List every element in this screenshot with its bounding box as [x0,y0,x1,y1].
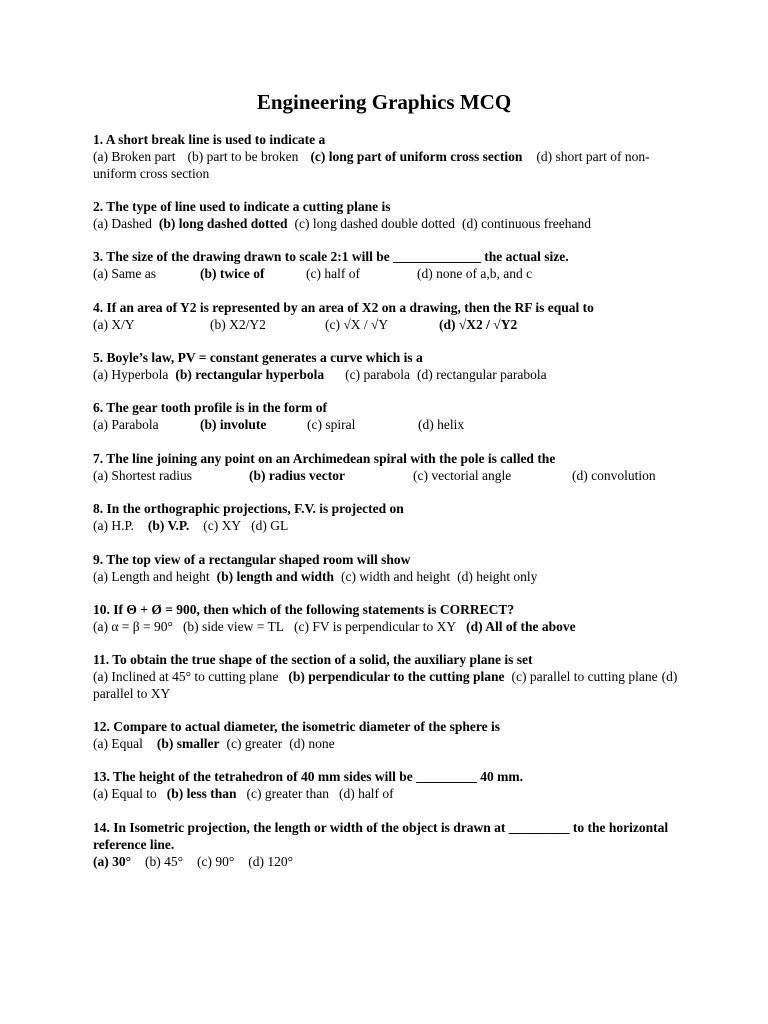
option-list [93,517,693,534]
option: (c) 90° [197,854,235,869]
option: (a) Inclined at 45° to cutting plane [93,669,279,684]
question-item [93,551,693,585]
option: (c) long dashed double dotted [294,216,455,231]
option: (b) 45° [145,854,184,869]
option: (d) short part of non-uniform cross section [93,149,650,181]
question-item [93,651,693,702]
option: (c) XY [203,518,242,533]
option-list [93,416,693,433]
option: (c) greater [226,736,283,751]
option: (d) half of [338,786,394,801]
question-text: 12. Compare to actual diameter, the isometric diameter of the sphere is [93,719,501,734]
option: (b) less than [166,786,237,801]
option: (c) long part of uniform cross section [310,149,523,164]
option: (b) radius vector [249,468,345,483]
option: (d) GL [251,518,289,533]
option-list [93,618,693,635]
option: (c) FV is perpendicular to XY [294,619,457,634]
option: (c) parallel to cutting plane [511,669,658,684]
option: (a) Parabola [93,417,159,432]
question-text: 13. The height of the tetrahedron of 40 mm sides will be _________ 40 mm. [93,769,523,784]
question-text: 11. To obtain the true shape of the section of a solid, the auxiliary plane is set [93,652,533,667]
question-item [93,349,693,383]
question-text: 14. In Isometric projection, the length or width of the object is drawn at _________ to the horizontal reference line. [93,820,669,852]
question-item [93,248,693,282]
question-item [93,299,693,333]
option: (a) Equal to [93,786,157,801]
option: (b) V.P. [147,518,190,533]
question-text: 10. If Θ + Ø = 900, then which of the following statements is CORRECT? [93,602,515,617]
question-text: 8. In the orthographic projections, F.V. is projected on [93,501,404,516]
question-text: 3. The size of the drawing drawn to scale 2:1 will be _____________ the actual size. [93,249,569,264]
document-title: Engineering Graphics MCQ [256,90,512,114]
option-list [93,735,693,752]
question-text: 5. Boyle’s law, PV = constant generates a curve which is a [93,350,423,365]
question-item [93,450,693,484]
option: (b) long dashed dotted [158,216,288,231]
option: (b) smaller [156,736,220,751]
question-item [93,601,693,635]
option: (a) α = β = 90° [93,619,173,634]
option: (a) H.P. [93,518,134,533]
option: (b) involute [200,417,267,432]
option: (a) Same as [93,266,156,281]
option: (d) none of a,b, and c [417,266,533,281]
option: (c) vectorial angle [413,468,512,483]
option-list [93,215,693,232]
option-list [93,148,693,182]
option: (b) part to be broken [187,149,299,164]
question-item [93,500,693,534]
option: (a) Length and height [93,569,210,584]
option: (a) Shortest radius [93,468,192,483]
question-item [93,399,693,433]
option: (b) twice of [200,266,265,281]
option: (d) 120° [248,854,294,869]
option: (b) side view = TL [182,619,285,634]
option: (d) parallel to XY [93,669,678,701]
question-item [93,131,693,182]
option-list [93,316,693,333]
question-item [93,768,693,802]
question-text: 1. A short break line is used to indicate a [93,132,326,147]
option: (c) half of [306,266,360,281]
option: (a) Equal [93,736,143,751]
option: (a) X/Y [93,317,135,332]
question-text: 6. The gear tooth profile is in the form of [93,400,327,415]
question-text: 9. The top view of a rectangular shaped room will show [93,552,411,567]
option: (d) √X2 / √Y2 [439,317,518,332]
option: (a) Hyperbola [93,367,169,382]
option-list [93,568,693,585]
option: (a) Broken part [93,149,176,164]
option: (b) length and width [216,569,335,584]
option: (c) parabola [345,367,410,382]
option: (a) 30° [93,854,132,869]
option: (d) All of the above [466,619,576,634]
question-text: 4. If an area of Y2 is represented by an area of X2 on a drawing, then the RF is equal to [93,300,594,315]
option: (c) width and height [341,569,451,584]
question-item [93,198,693,232]
option: (d) convolution [572,468,656,483]
option-list [93,467,693,484]
question-text: 7. The line joining any point on an Archimedean spiral with the pole is called the [93,451,556,466]
option: (d) rectangular parabola [416,367,547,382]
option: (d) helix [418,417,465,432]
option: (a) Dashed [93,216,152,231]
option: (c) √X / √Y [325,317,389,332]
option: (c) spiral [307,417,356,432]
option: (b) perpendicular to the cutting plane [288,669,505,684]
question-item [93,718,693,752]
option-list [93,265,693,282]
option: (d) continuous freehand [461,216,591,231]
option-list [93,668,693,702]
option: (d) none [289,736,335,751]
option: (b) rectangular hyperbola [175,367,325,382]
option: (c) greater than [246,786,329,801]
option: (b) X2/Y2 [210,317,266,332]
question-item [93,819,693,870]
option-list [93,366,693,383]
question-text: 2. The type of line used to indicate a cutting plane is [93,199,391,214]
option: (d) height only [457,569,538,584]
option-list [93,853,693,870]
option-list [93,785,693,802]
